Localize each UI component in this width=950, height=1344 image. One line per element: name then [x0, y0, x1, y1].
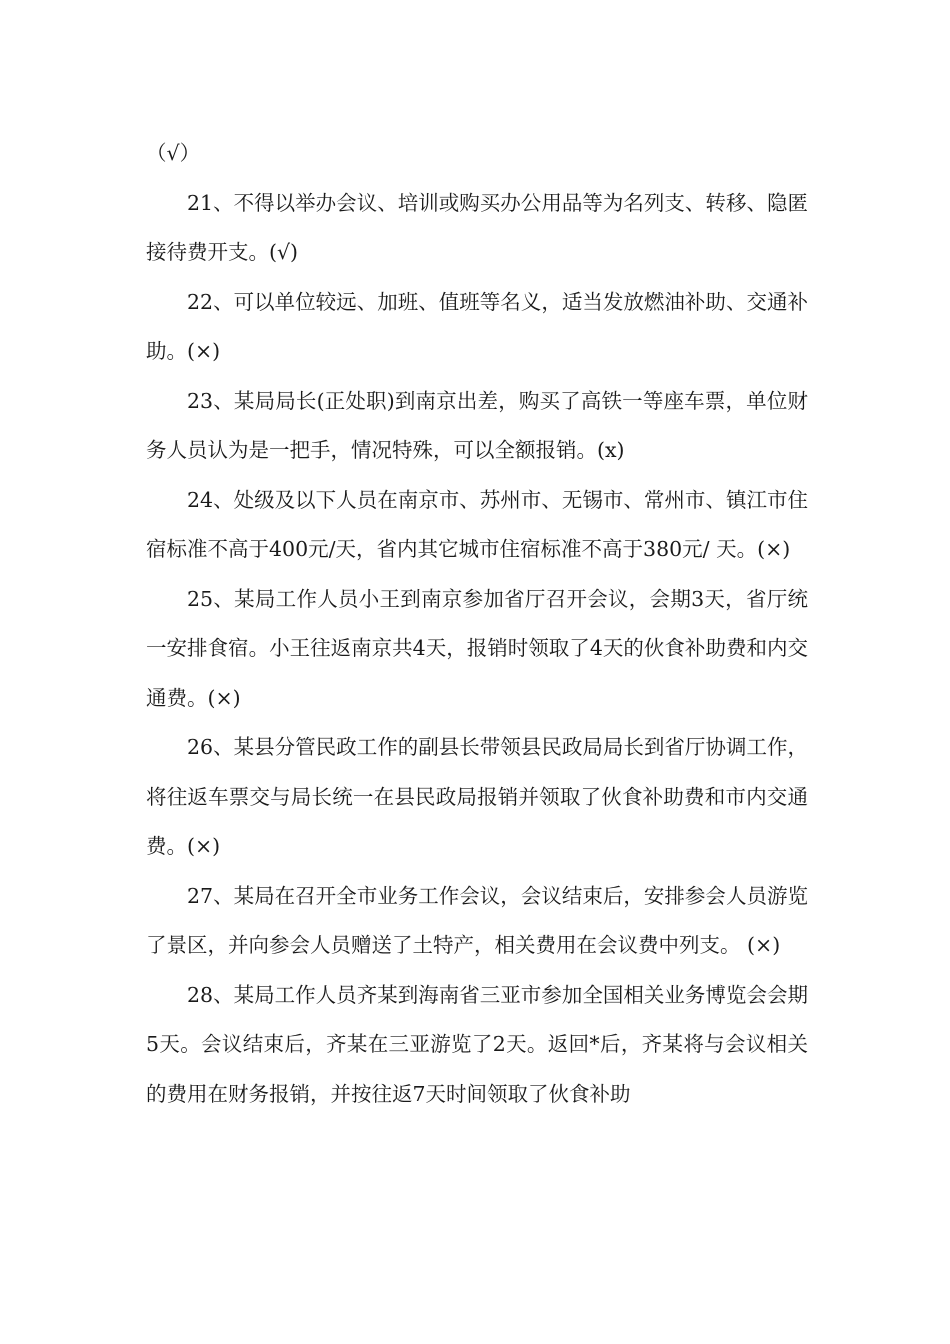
question-26: 26、某县分管民政工作的副县长带领县民政局局长到省厅协调工作，将往返车票交与局长统一在县民政局报销并领取了伙食补助费和市内交通费。(×) [146, 735, 808, 858]
document-body [146, 129, 808, 1119]
question-22: 22、可以单位较远、加班、值班等名义，适当发放燃油补助、交通补助。(×) [146, 289, 808, 363]
question-24: 24、处级及以下人员在南京市、苏州市、无锡市、常州市、镇江市住宿标准不高于400元/天，省内其它城市住宿标准不高于380元/ 天。(×) [146, 487, 808, 561]
answer-fragment: （√） [146, 141, 201, 165]
question-21: 21、不得以举办会议、培训或购买办公用品等为名列支、转移、隐匿接待费开支。(√) [146, 190, 808, 264]
question-27: 27、某局在召开全市业务工作会议，会议结束后，安排参会人员游览了景区，并向参会人员赠送了土特产，相关费用在会议费中列支。 (×) [146, 883, 808, 957]
question-28: 28、某局工作人员齐某到海南省三亚市参加全国相关业务博览会会期5天。会议结束后，齐某在三亚游览了2天。返回*后，齐某将与会议相关的费用在财务报销，并按往返7天时间领取了伙食补助 [146, 982, 808, 1106]
question-25: 25、某局工作人员小王到南京参加省厅召开会议，会期3天，省厅统一安排食宿。小王往返南京共4天，报销时领取了4天的伙食补助费和内交通费。(×) [146, 586, 808, 710]
question-23: 23、某局局长(正处职)到南京出差，购买了高铁一等座车票，单位财务人员认为是一把手，情况特殊，可以全额报销。(x) [146, 388, 808, 462]
